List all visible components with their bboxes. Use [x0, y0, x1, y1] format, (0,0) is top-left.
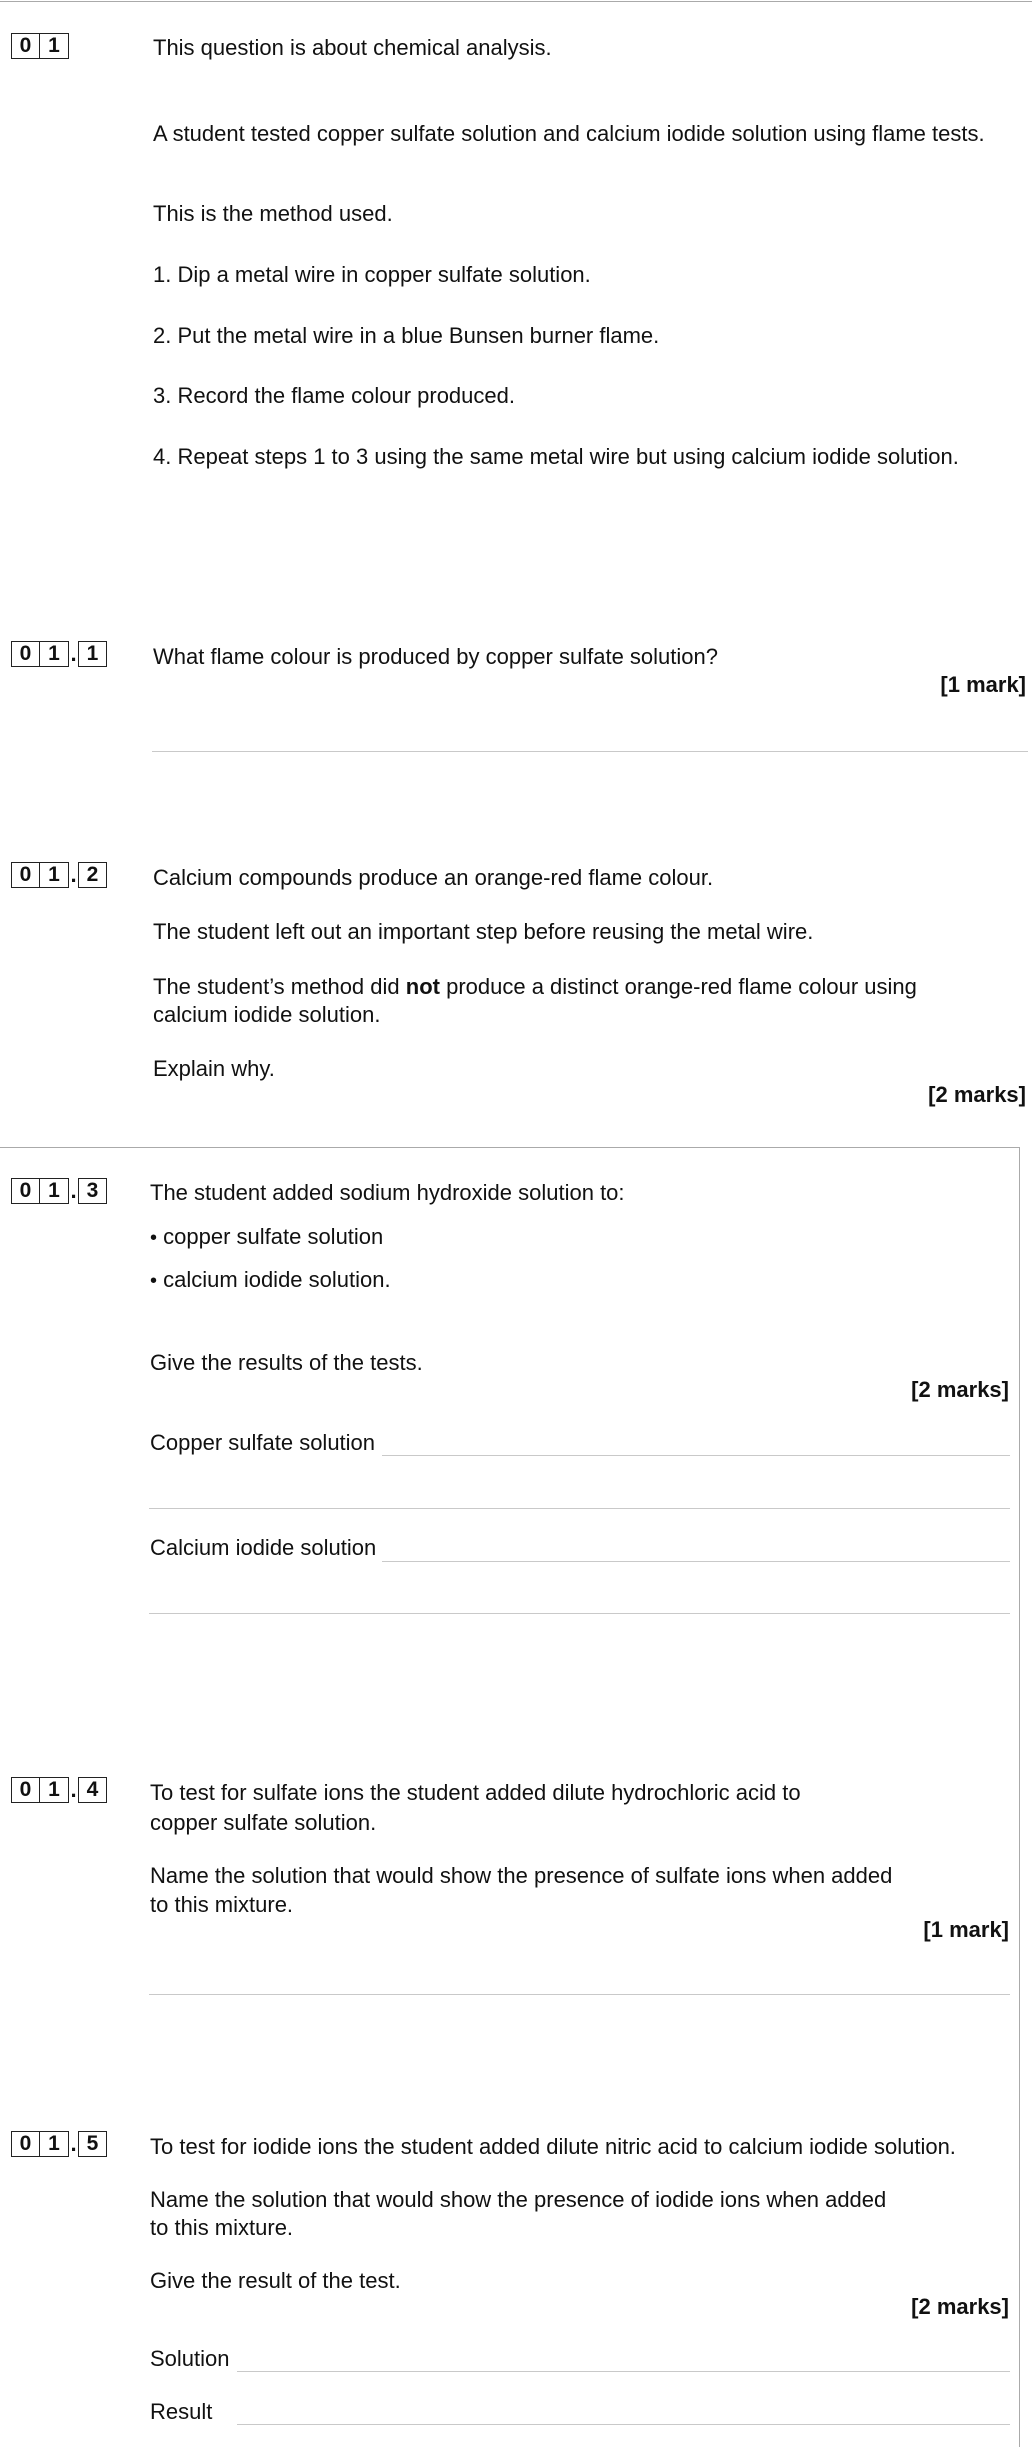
answer-line-copper[interactable]	[382, 1455, 1010, 1456]
answer-label-result: Result	[150, 2399, 213, 2424]
number-dot: .	[70, 1178, 77, 1203]
marks-label: [2 marks]	[911, 1377, 1009, 1402]
question-instruction: Give the results of the tests.	[150, 1350, 423, 1375]
question-text	[153, 972, 917, 1001]
bullet-item	[150, 1222, 383, 1253]
answer-label-solution: Solution	[150, 2346, 230, 2371]
number-box: 1	[40, 33, 69, 59]
bullet-text: copper sulfate solution	[163, 1224, 384, 1249]
number-box: 0	[11, 1178, 40, 1204]
answer-line[interactable]	[149, 1508, 1010, 1509]
question-text: Explain why.	[153, 1056, 275, 1081]
question-text: Name the solution that would show the presence of iodide ions when added	[150, 2187, 887, 2212]
answer-line[interactable]	[149, 1994, 1010, 1995]
number-box: 2	[78, 862, 107, 888]
question-text: copper sulfate solution.	[150, 1810, 377, 1835]
number-box: 0	[11, 2131, 40, 2157]
question-text: The student left out an important step before reusing the metal wire.	[153, 919, 814, 944]
answer-label-copper: Copper sulfate solution	[150, 1430, 376, 1455]
marks-label: [2 marks]	[928, 1082, 1026, 1107]
question-text: The student added sodium hydroxide solution to:	[150, 1180, 625, 1205]
question-context: A student tested copper sulfate solution and calcium iodide solution using flame tests.	[153, 121, 985, 146]
bullet-item	[150, 1265, 391, 1296]
answer-line-solution[interactable]	[237, 2371, 1010, 2372]
number-box: 1	[40, 2131, 69, 2157]
number-box: 5	[78, 2131, 107, 2157]
question-intro: This question is about chemical analysis.	[153, 35, 552, 60]
number-dot: .	[70, 1777, 77, 1802]
bullet-text: calcium iodide solution.	[163, 1267, 391, 1292]
emphasis-not: not	[405, 974, 440, 999]
marks-label: [1 mark]	[923, 1917, 1009, 1942]
number-box: 1	[40, 641, 69, 667]
bullet-icon: •	[150, 1270, 158, 1292]
question-text: What flame colour is produced by copper sulfate solution?	[153, 644, 718, 669]
page-edge-rule	[1019, 1147, 1020, 2447]
question-text: Calcium compounds produce an orange-red flame colour.	[153, 865, 714, 890]
marks-label: [1 mark]	[940, 672, 1026, 697]
number-box: 1	[40, 1178, 69, 1204]
question-text: Name the solution that would show the presence of sulfate ions when added	[150, 1863, 893, 1888]
method-intro: This is the method used.	[153, 201, 393, 226]
bullet-icon: •	[150, 1227, 158, 1249]
answer-line-calcium[interactable]	[382, 1561, 1010, 1562]
question-text: To test for sulfate ions the student added dilute hydrochloric acid to	[150, 1780, 801, 1805]
number-box: 3	[78, 1178, 107, 1204]
question-number-01-1	[11, 641, 107, 667]
question-text: To test for iodide ions the student added dilute nitric acid to calcium iodide solution.	[150, 2134, 956, 2159]
text-segment: The student’s method did	[153, 974, 406, 999]
page-break-rule	[0, 1147, 1020, 1148]
page-top-rule	[0, 1, 1032, 2]
question-number-01-2	[11, 862, 107, 888]
text-segment: produce a distinct orange-red flame colour using	[439, 974, 917, 999]
question-number-01-3	[11, 1178, 107, 1204]
number-dot: .	[70, 862, 77, 887]
number-box: 1	[40, 1777, 69, 1803]
marks-label: [2 marks]	[911, 2294, 1009, 2319]
number-box: 0	[11, 862, 40, 888]
answer-line[interactable]	[149, 1613, 1010, 1614]
number-dot: .	[70, 2131, 77, 2156]
answer-label-calcium: Calcium iodide solution	[150, 1535, 377, 1560]
number-box: 0	[11, 1777, 40, 1803]
number-box: 1	[78, 641, 107, 667]
method-step: 1. Dip a metal wire in copper sulfate solution.	[153, 262, 591, 287]
number-dot: .	[70, 641, 77, 666]
question-text: calcium iodide solution.	[153, 1002, 381, 1027]
method-step: 2. Put the metal wire in a blue Bunsen burner flame.	[153, 323, 660, 348]
question-number-01-4	[11, 1777, 107, 1803]
question-text: to this mixture.	[150, 2215, 294, 2240]
question-text: Give the result of the test.	[150, 2268, 401, 2293]
method-step: 4. Repeat steps 1 to 3 using the same metal wire but using calcium iodide solution.	[153, 444, 959, 469]
answer-line[interactable]	[152, 751, 1028, 752]
question-number-01	[11, 33, 69, 59]
question-text: to this mixture.	[150, 1892, 294, 1917]
number-box: 0	[11, 33, 40, 59]
method-step: 3. Record the flame colour produced.	[153, 383, 515, 408]
number-box: 4	[78, 1777, 107, 1803]
answer-line-result[interactable]	[237, 2424, 1010, 2425]
question-number-01-5	[11, 2131, 107, 2157]
number-box: 0	[11, 641, 40, 667]
number-box: 1	[40, 862, 69, 888]
